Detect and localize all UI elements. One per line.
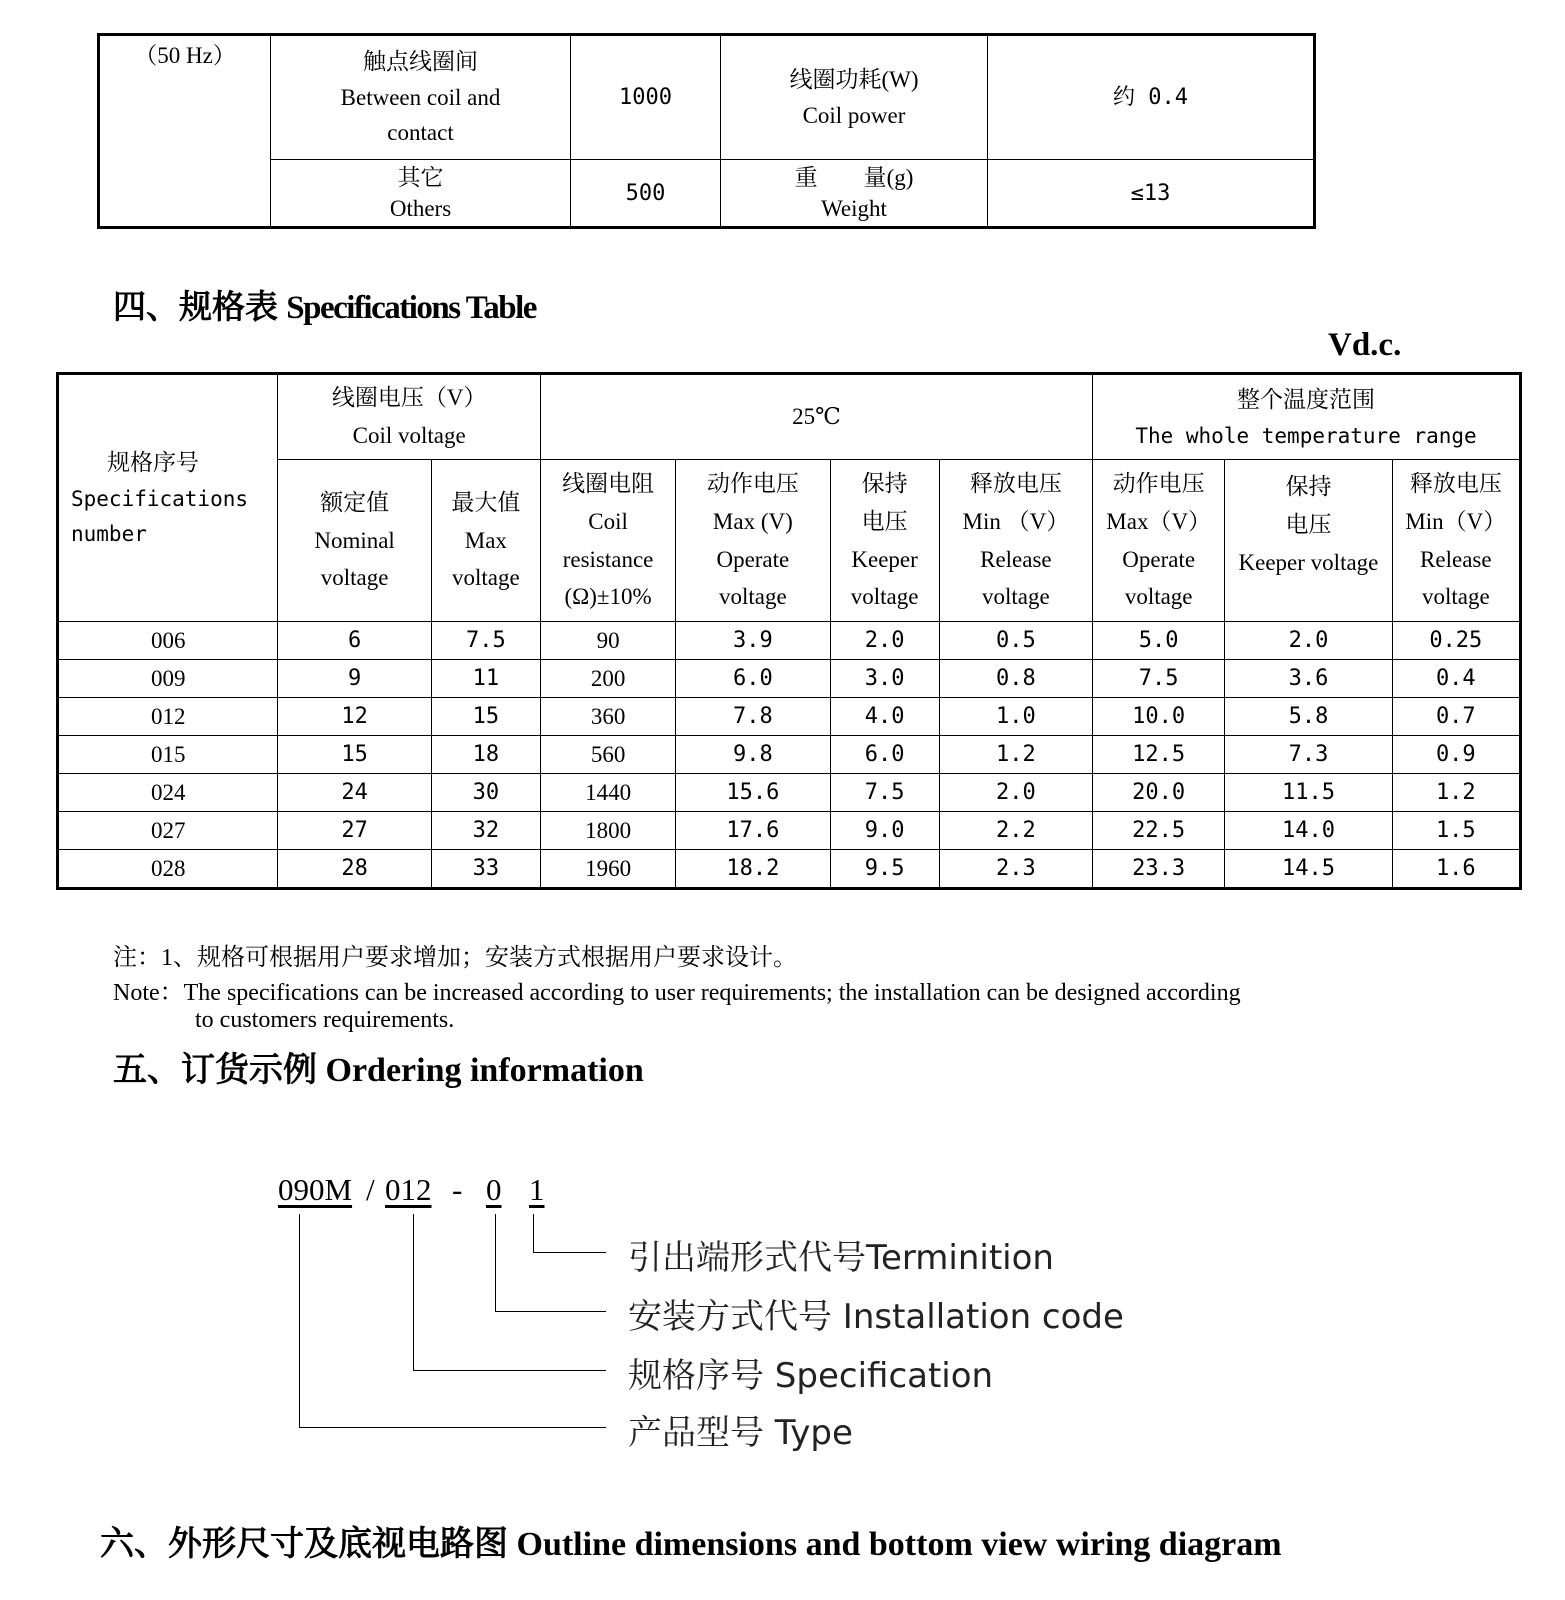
table-cell [1225, 660, 1392, 698]
table-cell [58, 736, 278, 774]
cell-value: 9.0 [864, 818, 905, 843]
cell-value: 9.5 [864, 856, 905, 881]
param-en: Weight [821, 196, 887, 221]
table-cell [431, 850, 540, 889]
cell-value: 0.9 [1435, 742, 1476, 767]
cell-value: 1.2 [996, 742, 1036, 767]
cell-value: 17.6 [726, 818, 780, 843]
header-cn: 释放电压 [1409, 470, 1502, 496]
cell-value: 1.2 [1435, 780, 1476, 805]
cell-value: 2.0 [996, 780, 1036, 805]
header-cn: 动作电压 [1112, 470, 1205, 496]
cell-value: 0.5 [996, 628, 1036, 653]
cell-value: 3.6 [1288, 666, 1329, 691]
header-cn: 规格序号 [107, 450, 199, 476]
label-cn: 触点线圈间 [363, 49, 478, 75]
cell-value: 7.5 [864, 780, 905, 805]
table-cell [830, 774, 939, 812]
cell-value: 200 [590, 665, 626, 691]
header-text: 25℃ [792, 404, 841, 430]
cell-value: 015 [150, 741, 186, 767]
header-en: voltage [320, 565, 389, 591]
cell-value: 90 [596, 627, 620, 653]
table-cell [1225, 812, 1392, 850]
spec-heading-en: Specifications Table [286, 290, 536, 326]
coil-voltage-header [278, 374, 541, 460]
table-cell [830, 736, 939, 774]
specifications-rows [58, 622, 1521, 889]
table-cell [939, 660, 1092, 698]
cell-value: 28 [341, 856, 368, 881]
table-cell [676, 774, 830, 812]
table-cell [830, 660, 939, 698]
table-cell [1392, 812, 1520, 850]
cell-value: 0.8 [996, 666, 1036, 691]
table-cell [431, 812, 540, 850]
label-cn: 其它 [397, 164, 444, 190]
label-en: contact [387, 120, 454, 146]
table-row [58, 774, 1521, 812]
header-en: Keeper [851, 546, 918, 572]
table-cell [676, 812, 830, 850]
cell-value: 7.5 [1138, 666, 1179, 691]
between-coil-contact-cell [271, 35, 571, 160]
table-cell [939, 622, 1092, 660]
value: 1000 [619, 85, 672, 111]
table-cell [58, 850, 278, 889]
header-en: voltage [719, 584, 787, 610]
header-cn: 线圈电阻 [562, 470, 655, 496]
cell-value: 7.5 [465, 628, 506, 653]
table-cell [1392, 850, 1520, 889]
cell-value: 32 [472, 818, 500, 843]
table-cell [431, 660, 540, 698]
outline-heading: 六、外形尺寸及底视电路图 Outline dimensions and bottom view wiring diagram [100, 1526, 1282, 1563]
table-cell [1093, 850, 1225, 889]
header-en: (Ω)±10% [564, 584, 652, 610]
table-cell [540, 736, 675, 774]
header-en: Max（V） [1106, 508, 1212, 534]
table-cell [1392, 622, 1520, 660]
table-cell [1392, 774, 1520, 812]
table-row [58, 622, 1521, 660]
table-cell [939, 850, 1092, 889]
table-cell [676, 850, 830, 889]
code-spec: 012 [385, 1172, 432, 1207]
cell-value: 9 [347, 666, 362, 691]
table-cell [58, 660, 278, 698]
table-cell [939, 736, 1092, 774]
header-cn: 动作电压 [706, 470, 799, 496]
header-en: Min（V） [1405, 508, 1507, 534]
cell-value: 2.0 [864, 628, 905, 653]
label-en: Between coil and [340, 84, 501, 110]
cell-value: 3.9 [732, 628, 773, 653]
temp-25-header [540, 374, 1092, 460]
param-en: Coil power [802, 102, 906, 128]
header-en: Release [980, 546, 1052, 572]
spec-heading [113, 281, 536, 328]
cell-value: 0.25 [1429, 628, 1483, 653]
table-cell [540, 622, 675, 660]
code-install: 0 [486, 1172, 502, 1207]
cell-value: 0.4 [1435, 666, 1476, 691]
header-cn: 电压 [861, 508, 908, 534]
others-cell [271, 160, 571, 228]
cell-value: 0.7 [1435, 704, 1476, 729]
code-slash: / [366, 1172, 375, 1207]
cell-value: 9.8 [732, 742, 773, 767]
param-cn: 重 量(g) [794, 164, 914, 190]
table-cell [830, 850, 939, 889]
table-cell [830, 698, 939, 736]
header-cn: 线圈电压（V） [331, 385, 487, 411]
cell-value: 15 [472, 704, 500, 729]
cell-value: 1.5 [1435, 818, 1476, 843]
table-cell [278, 736, 431, 774]
table-row [58, 736, 1521, 774]
cell-value: 1440 [585, 779, 632, 805]
header-en: Operate [716, 546, 790, 572]
header-en: Coil [588, 508, 628, 534]
param-value: 约 0.4 [1113, 85, 1188, 111]
max-header [431, 460, 540, 622]
cell-value: 006 [150, 627, 186, 653]
insulation-table [97, 33, 1316, 229]
spec-number-header [58, 374, 278, 622]
cell-value: 560 [590, 741, 626, 767]
cell-value: 009 [150, 665, 186, 691]
table-cell [676, 660, 830, 698]
table-cell [278, 698, 431, 736]
table-cell [278, 850, 431, 889]
table-cell [1093, 660, 1225, 698]
header-cn: 额定值 [320, 489, 390, 515]
table-cell [1392, 698, 1520, 736]
resistance-header [540, 460, 675, 622]
table-cell [1225, 736, 1392, 774]
header-cn: 释放电压 [969, 470, 1062, 496]
specifications-table [56, 372, 1522, 890]
header-en: Release [1420, 546, 1492, 572]
table-cell [1225, 622, 1392, 660]
header-en: voltage [1124, 584, 1193, 610]
table-cell [1225, 850, 1392, 889]
header-en: voltage [451, 565, 520, 591]
table-cell [540, 850, 675, 889]
cell-value: 7.8 [732, 704, 773, 729]
code-type: 090M [278, 1172, 353, 1207]
coil-power-label-cell [721, 35, 988, 160]
cell-value: 1.0 [996, 704, 1036, 729]
value-cell [571, 35, 721, 160]
cell-value: 27 [341, 818, 368, 843]
header-cn: 保持 [861, 470, 908, 496]
legend-specification: 规格序号 Specification [628, 1356, 994, 1396]
header-en: Max (V) [712, 508, 793, 534]
header-cn: 最大值 [451, 489, 521, 515]
value: 500 [625, 180, 666, 206]
table-cell [431, 736, 540, 774]
cell-value: 12.5 [1132, 742, 1186, 767]
keeper-range-header [1225, 460, 1392, 622]
table-cell [1093, 736, 1225, 774]
table-cell [1093, 622, 1225, 660]
header-en: voltage [850, 584, 919, 610]
header-en: voltage [982, 584, 1050, 610]
cell-value: 33 [472, 856, 500, 881]
table-row [58, 850, 1521, 889]
table-cell [431, 698, 540, 736]
cell-value: 15.6 [726, 780, 780, 805]
header-en: Nominal [314, 527, 395, 553]
spec-heading-cn: 四、规格表 [113, 290, 278, 326]
note-en-line1: Note：The specifications can be increased according to user requirements; the installation can be designed according [113, 980, 1241, 1006]
table-cell [278, 812, 431, 850]
table-cell [676, 736, 830, 774]
table-cell [830, 812, 939, 850]
table-row [58, 812, 1521, 850]
table-row [58, 660, 1521, 698]
table-cell [278, 660, 431, 698]
operate-range-header [1093, 460, 1225, 622]
header-cn: 整个温度范围 [1237, 386, 1376, 412]
table-cell [540, 774, 675, 812]
cell-value: 1800 [585, 817, 632, 843]
release-range-header [1392, 460, 1520, 622]
header-en: Operate [1122, 546, 1196, 572]
type-connector-line [299, 1214, 606, 1428]
table-cell [676, 622, 830, 660]
header-en: Coil voltage [352, 423, 466, 448]
header-en: number [71, 521, 147, 546]
cell-value: 14.5 [1281, 856, 1335, 881]
nominal-header [278, 460, 431, 622]
header-en: resistance [562, 546, 654, 572]
cell-value: 027 [150, 817, 186, 843]
cell-value: 12 [341, 704, 368, 729]
cell-value: 10.0 [1132, 704, 1186, 729]
note-cn: 注：1、规格可根据用户要求增加；安装方式根据用户要求设计。 [113, 945, 797, 971]
coil-power-value-cell [988, 35, 1315, 160]
table-cell [540, 812, 675, 850]
header-en: The whole temperature range [1135, 423, 1477, 448]
param-value: ≤13 [1130, 180, 1171, 206]
cell-value: 360 [590, 703, 626, 729]
code-dash: - [452, 1172, 463, 1207]
table-cell [1225, 698, 1392, 736]
header-en: Keeper voltage [1238, 549, 1379, 575]
cell-value: 15 [341, 742, 368, 767]
cell-value: 5.8 [1288, 704, 1329, 729]
note-en-line2: to customers requirements. [195, 1007, 455, 1033]
header-cn: 保持 [1285, 474, 1332, 499]
cell-value: 20.0 [1132, 780, 1186, 805]
cell-value: 30 [472, 780, 500, 805]
legend-installation: 安装方式代号 Installation code [628, 1297, 1124, 1337]
table-cell [58, 698, 278, 736]
cell-value: 4.0 [864, 704, 905, 729]
cell-value: 012 [150, 703, 186, 729]
value-cell [571, 160, 721, 228]
cell-value: 18.2 [726, 856, 780, 881]
keeper-header [830, 460, 939, 622]
table-cell [540, 660, 675, 698]
table-cell [278, 774, 431, 812]
table-cell [1093, 812, 1225, 850]
legend-termination: 引出端形式代号Terminition [628, 1238, 1054, 1278]
table-cell [1093, 698, 1225, 736]
unit-label: Vd.c. [1328, 327, 1402, 363]
table-cell [939, 812, 1092, 850]
weight-value-cell [988, 160, 1315, 228]
table-cell [1093, 774, 1225, 812]
table-cell [58, 812, 278, 850]
cell-value: 3.0 [864, 666, 905, 691]
table-cell [1392, 736, 1520, 774]
cell-value: 2.0 [1288, 628, 1329, 653]
release-header [939, 460, 1092, 622]
cell-value: 1960 [585, 855, 632, 881]
header-en: Max [464, 527, 507, 553]
cell-value: 11 [472, 666, 500, 691]
weight-label-cell [721, 160, 988, 228]
code-term: 1 [529, 1172, 545, 1207]
cell-value: 5.0 [1138, 628, 1179, 653]
header-cn: 电压 [1285, 511, 1332, 537]
table-cell [58, 622, 278, 660]
cell-value: 6 [347, 628, 362, 653]
cell-value: 024 [150, 779, 186, 805]
table-cell [939, 698, 1092, 736]
cell-value: 2.3 [996, 856, 1036, 881]
table-cell [1225, 774, 1392, 812]
cell-value: 23.3 [1132, 856, 1186, 881]
cell-value: 14.0 [1281, 818, 1335, 843]
cell-value: 11.5 [1281, 780, 1335, 805]
frequency-label: （50 Hz） [134, 43, 236, 68]
header-en: voltage [1421, 584, 1490, 610]
whole-range-header [1093, 374, 1521, 460]
label-en: Others [389, 196, 452, 221]
table-cell [1392, 660, 1520, 698]
header-en: Min （V） [962, 508, 1070, 534]
table-cell [58, 774, 278, 812]
cell-value: 6.0 [732, 666, 773, 691]
table-cell [830, 622, 939, 660]
table-cell [431, 622, 540, 660]
table-cell [431, 774, 540, 812]
cell-value: 7.3 [1288, 742, 1329, 767]
table-cell [540, 698, 675, 736]
frequency-cell [99, 35, 271, 228]
legend-type: 产品型号 Type [628, 1413, 853, 1453]
ordering-heading: 五、订货示例 Ordering information [113, 1052, 644, 1089]
cell-value: 028 [150, 855, 186, 881]
cell-value: 24 [341, 780, 368, 805]
operate-header [676, 460, 830, 622]
table-cell [278, 622, 431, 660]
table-cell [939, 774, 1092, 812]
cell-value: 1.6 [1435, 856, 1476, 881]
table-row [58, 698, 1521, 736]
cell-value: 22.5 [1132, 818, 1186, 843]
header-en: Specifications [71, 487, 249, 512]
table-cell [676, 698, 830, 736]
cell-value: 18 [472, 742, 500, 767]
cell-value: 6.0 [864, 742, 905, 767]
param-cn: 线圈功耗(W) [789, 66, 919, 92]
cell-value: 2.2 [996, 818, 1036, 843]
